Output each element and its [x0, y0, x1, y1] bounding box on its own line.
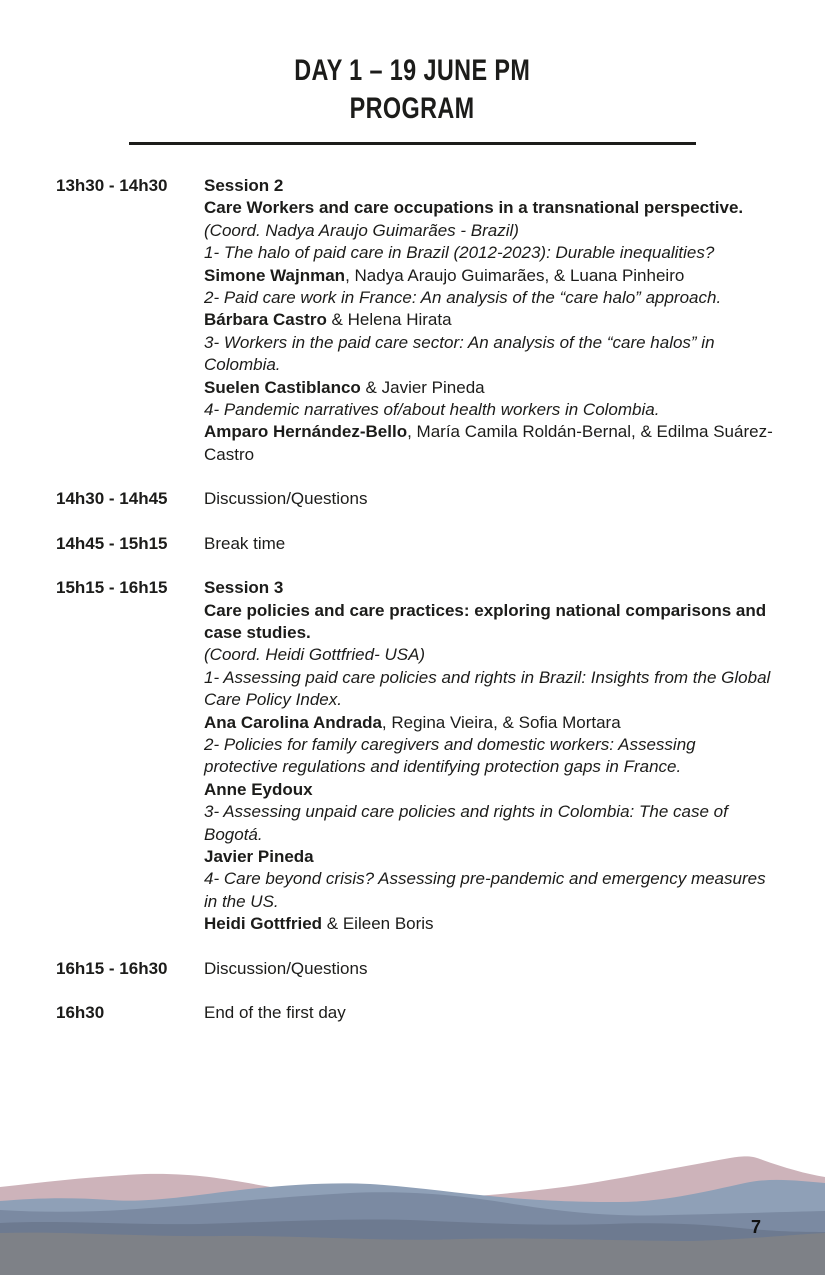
- document-title: [0, 54, 825, 130]
- schedule-row: [56, 533, 825, 555]
- text-segment-bold: Anne Eydoux: [204, 779, 313, 799]
- text-segment-regular: & Eileen Boris: [322, 914, 434, 934]
- text-segment-regular: , María Camila Roldán-Bernal, & Edilma Suárez-Castro: [204, 422, 773, 464]
- title-line-1: DAY 1 – 19 JUNE PM: [294, 54, 531, 87]
- time-slot: 16h15 - 16h30: [56, 958, 168, 978]
- text-segment-regular: End of the first day: [204, 1003, 346, 1022]
- mountain-footer-illustration: [0, 1145, 825, 1275]
- session-line: [204, 377, 774, 399]
- text-segment-italic: 1- The halo of paid care in Brazil (2012-2023): Durable inequalities?: [204, 243, 715, 263]
- schedule-row: [56, 175, 825, 466]
- time-slot: 16h30: [56, 1003, 105, 1022]
- text-segment-regular: Discussion/Questions: [204, 958, 368, 978]
- time-slot: 13h30 - 14h30: [56, 176, 168, 195]
- session-line: [204, 779, 774, 801]
- session-line: [204, 332, 774, 377]
- time-slot: 15h15 - 16h15: [56, 578, 168, 598]
- text-segment-bold: Ana Carolina Andrada: [204, 712, 382, 732]
- session-line: [204, 265, 774, 287]
- session-line: [204, 242, 774, 264]
- text-segment-bold: Simone Wajnman: [204, 265, 346, 285]
- text-segment-italic: 1- Assessing paid care policies and rights in Brazil: Insights from the Global Care Policy Index.: [204, 667, 771, 710]
- session-details: [204, 533, 774, 555]
- text-segment-regular: Break time: [204, 533, 286, 553]
- session-line: [204, 488, 774, 510]
- schedule-row: [56, 1002, 825, 1024]
- session-line: [204, 801, 774, 846]
- session-line: [204, 913, 774, 935]
- text-segment-regular: & Helena Hirata: [326, 310, 452, 330]
- text-segment-regular: & Javier Pineda: [360, 377, 485, 397]
- session-line: [204, 734, 774, 779]
- session-line: [204, 712, 774, 734]
- time-slot: 14h30 - 14h45: [56, 489, 168, 509]
- text-segment-bold: Heidi Gottfried: [204, 914, 323, 934]
- text-segment-italic: (Coord. Heidi Gottfried- USA): [204, 645, 426, 665]
- session-line: [204, 644, 774, 666]
- text-segment-italic: 4- Pandemic narratives of/about health workers in Colombia.: [204, 400, 660, 420]
- session-line: [204, 175, 774, 197]
- schedule: [56, 175, 825, 1024]
- text-segment-regular: , Nadya Araujo Guimarães, & Luana Pinheiro: [345, 265, 685, 285]
- session-details: [204, 1002, 774, 1024]
- text-segment-italic: (Coord. Nadya Araujo Guimarães - Brazil): [204, 220, 519, 240]
- time-slot: 14h45 - 15h15: [56, 533, 168, 553]
- session-line: [204, 577, 774, 599]
- text-segment-italic: 2- Paid care work in France: An analysis of the “care halo” approach.: [204, 288, 722, 308]
- session-line: [204, 868, 774, 913]
- session-line: [204, 600, 774, 645]
- session-line: [204, 667, 774, 712]
- title-divider: [129, 142, 696, 145]
- session-details: [204, 958, 774, 980]
- session-line: [204, 399, 774, 421]
- session-line: [204, 958, 774, 980]
- session-line: [204, 220, 774, 242]
- text-segment-bold: Care policies and care practices: exploring national comparisons and case studies.: [204, 600, 767, 642]
- schedule-row: [56, 488, 825, 510]
- text-segment-bold: Javier Pineda: [204, 846, 314, 866]
- text-segment-bold: Session 2: [204, 176, 284, 195]
- session-details: [204, 175, 774, 466]
- text-segment-italic: 2- Policies for family caregivers and domestic workers: Assessing protective regulations and identifying protection gaps in France.: [204, 734, 696, 777]
- text-segment-bold: Bárbara Castro: [204, 310, 327, 330]
- text-segment-regular: , Regina Vieira, & Sofia Mortara: [381, 712, 621, 732]
- text-segment-bold: Session 3: [204, 578, 284, 598]
- session-line: [204, 197, 774, 219]
- title-line-2: PROGRAM: [350, 92, 475, 125]
- page-number: 7: [750, 1217, 761, 1237]
- session-details: [204, 577, 774, 936]
- session-line: [204, 309, 774, 331]
- session-line: [204, 846, 774, 868]
- schedule-row: [56, 958, 825, 980]
- text-segment-bold: Care Workers and care occupations in a transnational perspective.: [204, 198, 744, 218]
- text-segment-bold: Amparo Hernández-Bello: [204, 422, 408, 442]
- text-segment-italic: 3- Assessing unpaid care policies and rights in Colombia: The case of Bogotá.: [204, 802, 728, 844]
- text-segment-bold: Suelen Castiblanco: [204, 377, 361, 397]
- session-details: [204, 488, 774, 510]
- session-line: [204, 287, 774, 309]
- session-line: [204, 1002, 774, 1024]
- session-line: [204, 421, 774, 466]
- text-segment-italic: 4- Care beyond crisis? Assessing pre-pandemic and emergency measures in the US.: [204, 869, 766, 911]
- text-segment-italic: 3- Workers in the paid care sector: An analysis of the “care halos” in Colombia.: [204, 332, 715, 375]
- schedule-row: [56, 577, 825, 936]
- session-line: [204, 533, 774, 555]
- text-segment-regular: Discussion/Questions: [204, 489, 368, 509]
